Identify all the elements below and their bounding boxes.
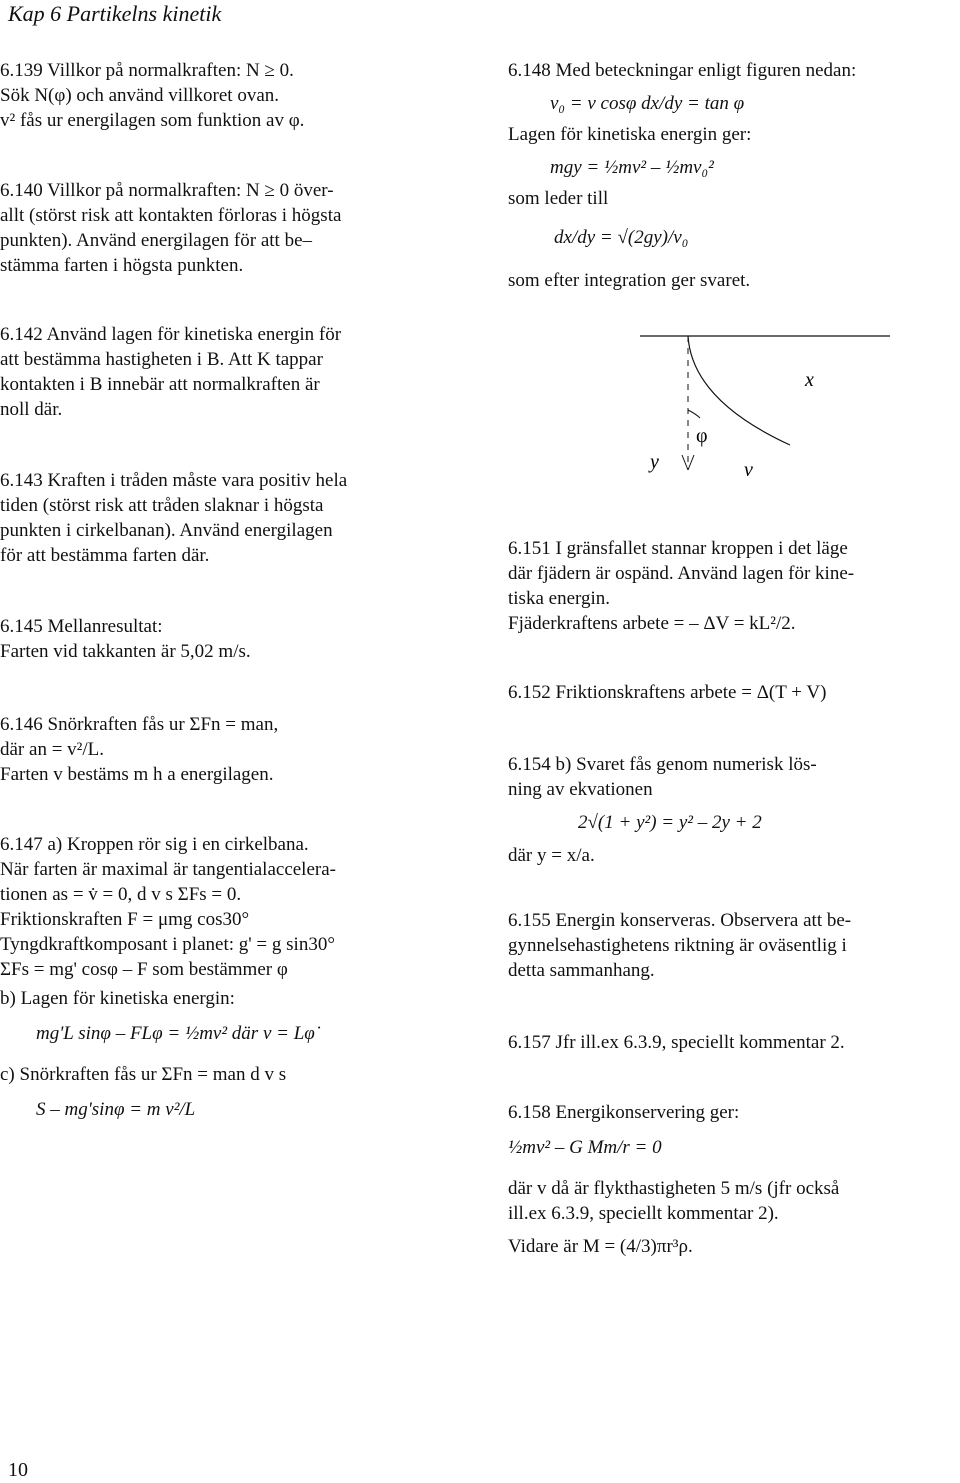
text-line: Tyngdkraftkomposant i planet: g' = g sin30° — [0, 934, 335, 955]
equation-line: v₀ = v cosφ dx/dy = tan φ — [550, 93, 745, 114]
x-label: x — [805, 369, 814, 391]
text-line: Friktionskraften F = μmg cos30° — [0, 909, 250, 930]
answer-6-142 — [0, 322, 452, 422]
text-line: Vidare är M = (4/3)πr³ρ. — [508, 1236, 693, 1257]
answer-6-139 — [0, 58, 452, 133]
equation-line: S – mg'sinφ = m v²/L — [36, 1099, 196, 1120]
answer-6-152 — [508, 680, 960, 705]
text-line: detta sammanhang. — [508, 960, 655, 981]
answer-6-140 — [0, 178, 452, 278]
text-line: 6.142 Använd lagen för kinetiska energin för — [0, 324, 342, 345]
answer-6-158 — [508, 1100, 960, 1259]
text-line: ΣFs = mg' cosφ – F som bestämmer φ — [0, 959, 288, 980]
text-line: 6.140 Villkor på normalkraften: N ≥ 0 över- — [0, 180, 334, 201]
equation-line: mg'L sinφ – FLφ = ½mv² där v = Lφ̇ — [36, 1023, 315, 1044]
text-line: Fjäderkraftens arbete = – ΔV = kL²/2. — [508, 613, 796, 634]
chapter-header: Kap 6 Partikelns kinetik — [8, 1, 222, 26]
answer-6-146 — [0, 712, 452, 787]
text-line: 6.139 Villkor på normalkraften: N ≥ 0. — [0, 60, 294, 81]
text-line: för att bestämma farten där. — [0, 545, 210, 566]
page-number: 10 — [8, 1459, 28, 1481]
text-line: punkten). Använd energilagen för att be– — [0, 230, 312, 251]
text-line: 6.155 Energin konserveras. Observera att be- — [508, 910, 852, 931]
text-line: Farten vid takkanten är 5,02 m/s. — [0, 641, 251, 662]
angle-arc — [688, 410, 700, 418]
text-line: där v då är flykthastigheten 5 m/s (jfr också — [508, 1178, 840, 1199]
text-line: där an = v²/L. — [0, 739, 104, 760]
text-line: b) Lagen för kinetiska energin: — [0, 988, 235, 1009]
text-line: 6.147 a) Kroppen rör sig i en cirkelbana. — [0, 834, 309, 855]
text-line: När farten är maximal är tangentialaccelera- — [0, 859, 336, 880]
text-line: tionen as = v̇ = 0, d v s ΣFs = 0. — [0, 884, 242, 905]
equation-line: 2√(1 + y²) = y² – 2y + 2 — [578, 812, 762, 833]
text-line: 6.151 I gränsfallet stannar kroppen i det läge — [508, 538, 848, 559]
text-line: som leder till — [508, 188, 609, 209]
text-line: tiska energin. — [508, 588, 611, 609]
text-line: noll där. — [0, 399, 63, 420]
text-line: 6.145 Mellanresultat: — [0, 616, 163, 637]
answer-6-154 — [508, 752, 960, 868]
answer-6-147 — [0, 832, 452, 1122]
equation-line: mgy = ½mv² – ½mv₀² — [550, 157, 714, 178]
text-line: stämma farten i högsta punkten. — [0, 255, 244, 276]
v-label: v — [744, 459, 753, 481]
text-line: där y = x/a. — [508, 845, 595, 866]
text-line: Farten v bestäms m h a energilagen. — [0, 764, 274, 785]
text-line: Lagen för kinetiska energin ger: — [508, 124, 752, 145]
text-line: 6.148 Med beteckningar enligt figuren nedan: — [508, 60, 857, 81]
answer-6-143 — [0, 468, 452, 568]
answer-6-155 — [508, 908, 960, 983]
curve-figure — [640, 330, 920, 490]
text-line: ill.ex 6.3.9, speciellt kommentar 2). — [508, 1203, 779, 1224]
text-line: kontakten i B innebär att normalkraften är — [0, 374, 320, 395]
text-line: 6.143 Kraften i tråden måste vara positiv hela — [0, 470, 348, 491]
text-line: Sök N(φ) och använd villkoret ovan. — [0, 85, 280, 106]
text-line: c) Snörkraften fås ur ΣFn = man d v s — [0, 1064, 287, 1085]
equation-line: ½mv² – G Mm/r = 0 — [508, 1137, 662, 1158]
text-line: 6.158 Energikonservering ger: — [508, 1102, 740, 1123]
text-line: att bestämma hastigheten i B. Att K tappar — [0, 349, 323, 370]
equation-line: dx/dy = √(2gy)/v₀ — [554, 227, 689, 248]
answer-6-151 — [508, 536, 960, 636]
text-line: 6.154 b) Svaret fås genom numerisk lös- — [508, 754, 817, 775]
text-line: gynnelsehastighetens riktning är oväsentlig i — [508, 935, 847, 956]
phi-label: φ — [696, 425, 708, 447]
text-line: 6.152 Friktionskraftens arbete = Δ(T + V) — [508, 682, 827, 703]
text-line: v² fås ur energilagen som funktion av φ. — [0, 110, 305, 131]
answer-6-157 — [508, 1030, 960, 1055]
text-line: tiden (störst risk att tråden slaknar i högsta — [0, 495, 324, 516]
text-line: ning av ekvationen — [508, 779, 653, 800]
text-line: punkten i cirkelbanan). Använd energilagen — [0, 520, 333, 541]
arrow-head-right — [688, 455, 694, 470]
arrow-head-left — [682, 455, 688, 470]
text-line: 6.146 Snörkraften fås ur ΣFn = man, — [0, 714, 279, 735]
answer-6-145 — [0, 614, 452, 664]
y-label: y — [650, 451, 659, 473]
answer-6-148 — [508, 58, 960, 293]
text-line: 6.157 Jfr ill.ex 6.3.9, speciellt kommentar 2. — [508, 1032, 845, 1053]
text-line: som efter integration ger svaret. — [508, 270, 751, 291]
text-line: allt (störst risk att kontakten förloras i högsta — [0, 205, 342, 226]
text-line: där fjädern är ospänd. Använd lagen för kine- — [508, 563, 855, 584]
